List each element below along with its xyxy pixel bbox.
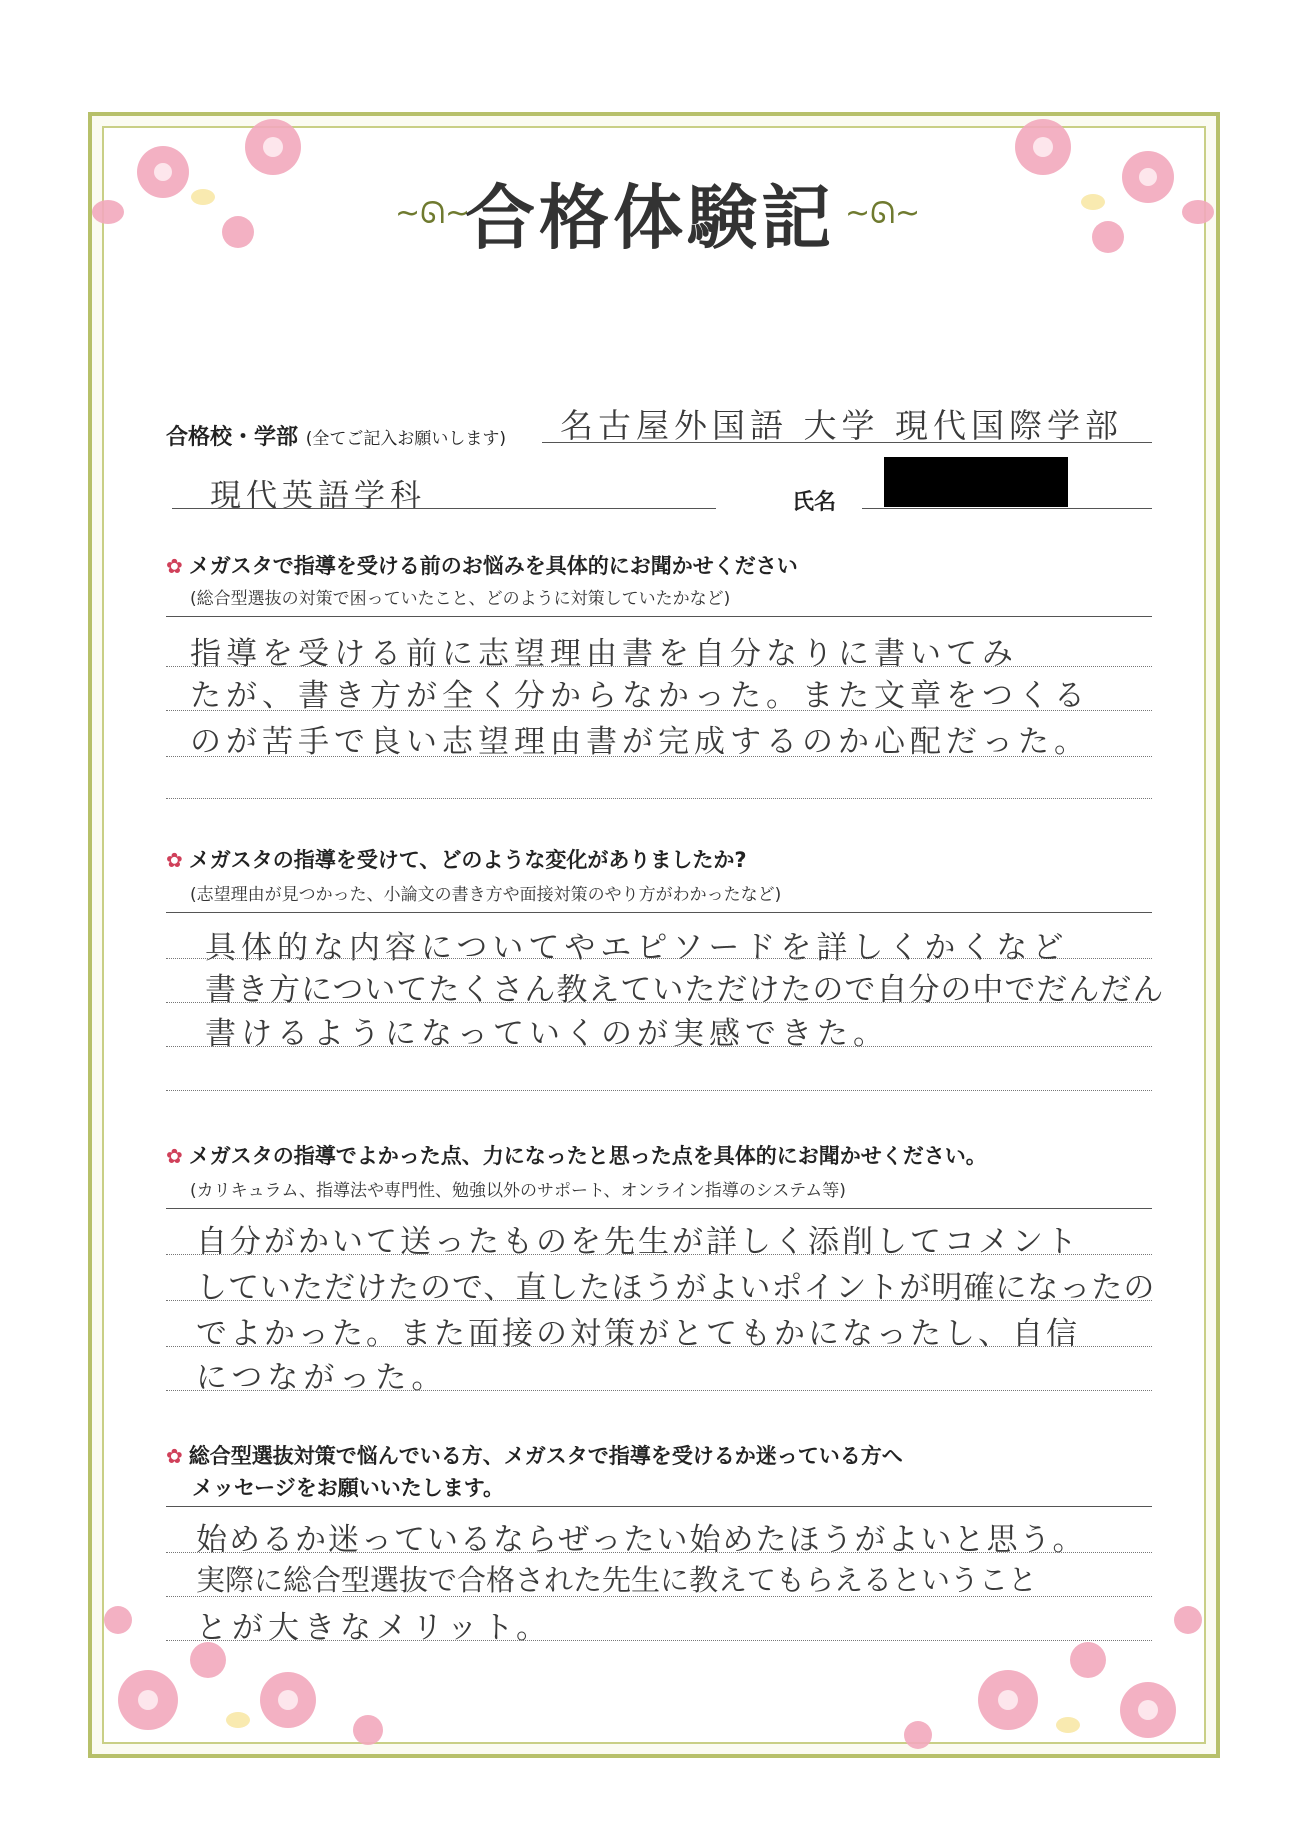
q1-line-1: 指導を受ける前に志望理由書を自分なりに書いてみ xyxy=(190,636,1018,672)
q1-rule-4 xyxy=(166,798,1152,799)
q2-rule-4 xyxy=(166,1090,1152,1091)
blossom-bullet-icon: ✿ xyxy=(166,1444,183,1468)
q1-line-3: のが苦手で良い志望理由書が完成するのか心配だった。 xyxy=(190,724,1090,760)
q2-line-1: 具体的な内容についてやエピソードを詳しくかくなど xyxy=(205,930,1069,966)
blossom-bullet-icon: ✿ xyxy=(166,848,183,872)
q1-rule-2 xyxy=(166,710,1152,711)
q3-rule-3 xyxy=(166,1346,1152,1347)
q3-rule-4 xyxy=(166,1390,1152,1391)
q2-line-2: 書き方についてたくさん教えていただけたので自分の中でだんだん xyxy=(205,972,1165,1008)
q1-heading-text: メガスタで指導を受ける前のお悩みを具体的にお聞かせください xyxy=(188,554,798,578)
q4-rule-1 xyxy=(166,1552,1152,1553)
q4-heading-line-2: メッセージをお願いいたします。 xyxy=(192,1476,505,1500)
q2-top-rule xyxy=(166,912,1152,913)
q1-heading xyxy=(166,550,798,580)
q4-line-1: 始めるか迷っているならぜったい始めたほうがよいと思う。 xyxy=(196,1522,1086,1558)
q1-subheading: (総合型選抜の対策で困っていたこと、どのように対策していたかなど) xyxy=(190,589,731,609)
q4-line-2: 実際に総合型選抜で合格された先生に教えてもらえるということ xyxy=(196,1563,1038,1597)
q3-heading xyxy=(166,1140,987,1170)
q4-top-rule xyxy=(166,1506,1152,1507)
q3-heading-text: メガスタの指導でよかった点、力になったと思った点を具体的にお聞かせください。 xyxy=(188,1144,987,1168)
q3-rule-1 xyxy=(166,1254,1152,1255)
blossom-bullet-icon: ✿ xyxy=(166,1144,183,1168)
school-value: 名古屋外国語 大学 現代国際学部 xyxy=(560,406,1123,445)
department-value: 現代英語学科 xyxy=(210,478,426,514)
q4-heading-text: 総合型選抜対策で悩んでいる方、メガスタで指導を受けるか迷っている方へ xyxy=(188,1444,903,1468)
q2-rule-2 xyxy=(166,1002,1152,1003)
q1-rule-1 xyxy=(166,666,1152,667)
q2-line-3: 書けるようになっていくのが実感できた。 xyxy=(205,1016,889,1052)
q4-line-3: とが大きなメリット。 xyxy=(196,1610,552,1646)
school-underline xyxy=(542,442,1152,443)
q3-line-3: でよかった。また面接の対策がとてもかになったし、自信 xyxy=(196,1316,1080,1352)
q3-top-rule xyxy=(166,1208,1152,1209)
q2-heading xyxy=(166,844,747,874)
q1-line-2: たが、書き方が全く分からなかった。また文章をつくる xyxy=(190,678,1090,714)
q3-subheading: (カリキュラム、指導法や専門性、勉強以外のサポート、オンライン指導のシステム等) xyxy=(190,1181,846,1201)
q4-rule-3 xyxy=(166,1640,1152,1641)
q3-line-2: していただけたので、直したほうがよいポイントが明確になったの xyxy=(196,1270,1156,1306)
name-label: 氏名 xyxy=(792,490,837,515)
q2-rule-1 xyxy=(166,958,1152,959)
q3-line-1: 自分がかいて送ったものを先生が詳しく添削してコメント xyxy=(196,1224,1080,1260)
school-note: (全てご記入お願いします) xyxy=(305,429,506,449)
name-redaction xyxy=(884,457,1068,507)
q3-rule-2 xyxy=(166,1300,1152,1301)
department-underline xyxy=(172,508,716,509)
q2-subheading: (志望理由が見つかった、小論文の書き方や面接対策のやり方がわかったなど) xyxy=(190,885,782,905)
page-title: 合格体験記 xyxy=(465,177,835,259)
name-underline xyxy=(862,508,1152,509)
right-swirl-ornament: ~ᘏ~ xyxy=(845,196,921,231)
blossom-bullet-icon: ✿ xyxy=(166,554,183,578)
q1-top-rule xyxy=(166,616,1152,617)
q2-rule-3 xyxy=(166,1046,1152,1047)
left-swirl-ornament: ~ᘏ~ xyxy=(395,196,471,231)
q1-rule-3 xyxy=(166,756,1152,757)
q4-rule-2 xyxy=(166,1596,1152,1597)
q2-heading-text: メガスタの指導を受けて、どのような変化がありましたか? xyxy=(188,848,747,872)
q4-heading xyxy=(166,1440,903,1470)
school-label-text: 合格校・学部 xyxy=(166,425,299,450)
q3-line-4: につながった。 xyxy=(196,1360,448,1396)
school-label xyxy=(166,420,506,451)
